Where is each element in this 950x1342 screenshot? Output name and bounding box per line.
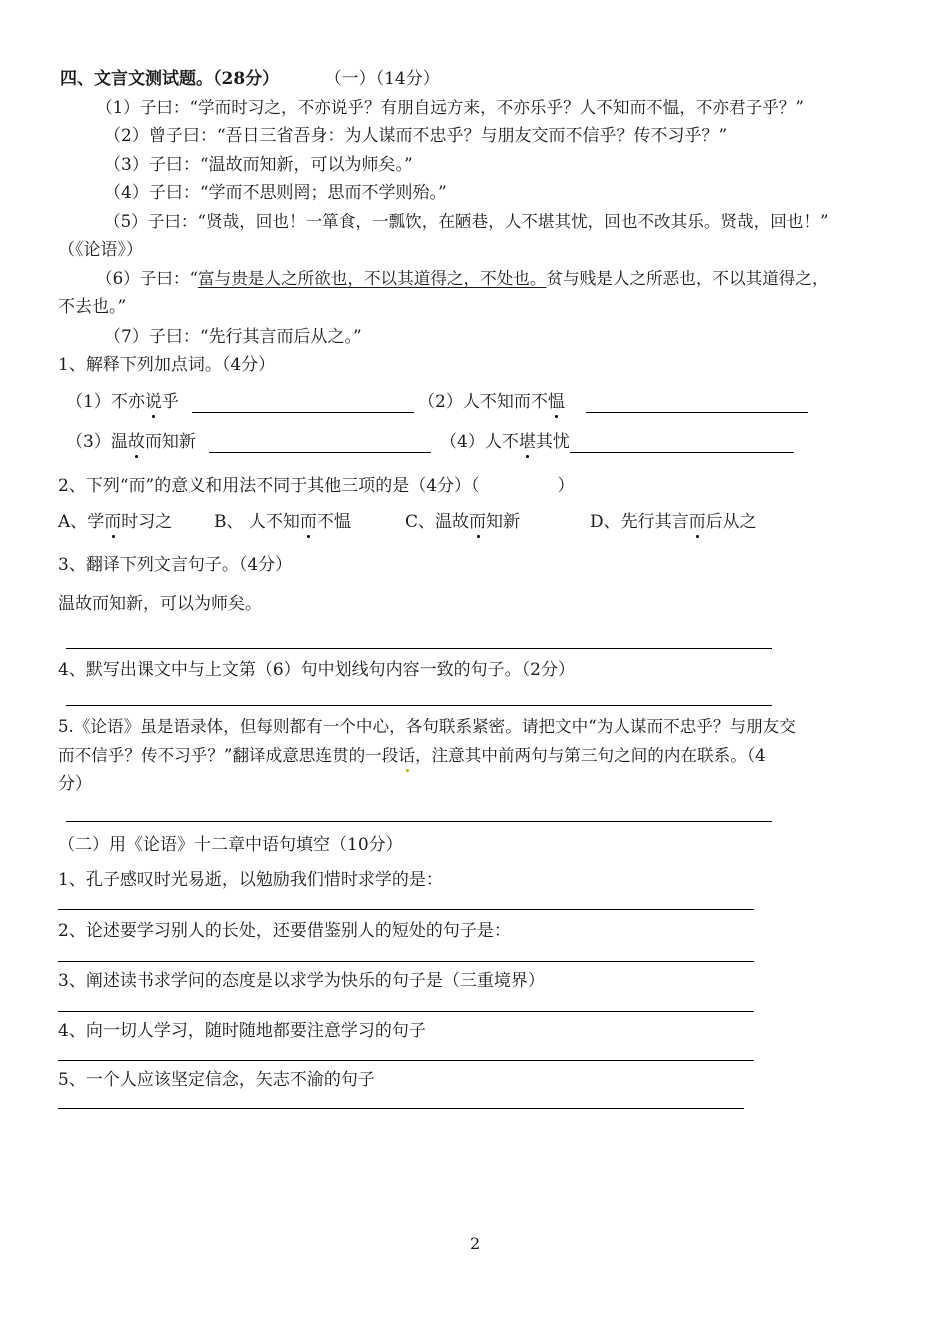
passage-7: （7）子曰：“先行其言而后从之。” [104, 327, 362, 347]
passage-6 [96, 268, 829, 290]
answer-blank[interactable] [192, 394, 414, 413]
dotted-word: 而 [299, 512, 317, 532]
part2-item-4: 4、向一切人学习，随时随地都要注意学习的句子 [58, 1021, 426, 1041]
dotted-word: 而 [104, 512, 122, 532]
dotted-word: 愠 [547, 392, 565, 412]
passage-6-cont: 不去也。” [58, 297, 127, 317]
q5-line-1: 5.《论语》虽是语录体，但每则都有一个中心，各句联系紧密。请把文中“为人谋而不忠乎？与朋友交 [58, 717, 796, 736]
passage-6-underlined: 富与贵是人之所欲也，不以其道得之，不处也。 [198, 269, 547, 288]
passage-2: （2）曾子曰：“吾日三省吾身：为人谋而不忠乎？与朋友交而不信乎？传不习乎？” [104, 126, 728, 146]
q1-item-3: （3）温故而知新 [66, 431, 431, 453]
q4-stem: 4、默写出课文中与上文第（6）句中划线句内容一致的句子。（2分） [58, 660, 575, 680]
q1-item-1: （1）不亦说乎 [66, 391, 414, 413]
answer-blank[interactable] [586, 394, 808, 413]
answer-line[interactable] [58, 1108, 744, 1109]
dotted-word: 而 [688, 512, 706, 532]
dotted-word: 话 [398, 746, 415, 765]
passage-3: （3）子曰：“温故而知新，可以为师矣。” [104, 155, 413, 175]
answer-line[interactable] [66, 705, 772, 706]
passage-6-rest: 贫与贱是人之所恶也，不以其道得之， [546, 269, 829, 288]
q2-stem: 2、下列“而”的意义和用法不同于其他三项的是（4分）（ ） [58, 476, 575, 496]
q1-item-4: （4）人不堪其忧 [440, 431, 794, 453]
answer-blank[interactable] [209, 434, 431, 453]
answer-line[interactable] [58, 909, 754, 910]
passage-4: （4）子曰：“学而不思则罔；思而不学则殆。” [104, 183, 447, 203]
passage-1: （1）子曰：“学而时习之，不亦说乎？有朋自远方来，不亦乐乎？人不知而不愠，不亦君子乎？” [96, 98, 804, 117]
answer-line[interactable] [58, 1011, 754, 1012]
q3-stem: 3、翻译下列文言句子。（4分） [58, 555, 293, 575]
passage-6-prefix: （6）子曰：“ [96, 269, 199, 288]
dotted-word: 堪 [518, 432, 536, 452]
q1-stem: 1、解释下列加点词。（4分） [58, 355, 276, 375]
q3-sentence: 温故而知新，可以为师矣。 [58, 594, 262, 614]
part2-title: （二）用《论语》十二章中语句填空（10分） [58, 835, 403, 855]
subpart-label: （一）（14分） [324, 69, 440, 89]
dotted-word: 而 [469, 512, 487, 532]
part2-item-5: 5、一个人应该坚定信念，矢志不渝的句子 [58, 1070, 375, 1090]
q2-option-a: A、学而时习之 [58, 512, 173, 532]
answer-line[interactable] [58, 1060, 754, 1061]
q2-option-b: B、 人不知而不愠 [214, 512, 351, 532]
passage-5: （5）子曰：“贤哉，回也！一箪食，一瓢饮，在陋巷，人不堪其忧，回也不改其乐。贤哉，回也！” [104, 212, 829, 231]
passage-5-source: （《论语》） [58, 240, 143, 260]
q2-option-d: D、先行其言而后从之 [590, 512, 757, 532]
q5-line-3: 分） [58, 774, 92, 794]
part2-item-2: 2、论述要学习别人的长处，还要借鉴别人的短处的句子是： [58, 921, 511, 941]
dotted-word: 说 [144, 392, 162, 412]
answer-line[interactable] [66, 648, 772, 649]
part2-item-3: 3、阐述读书求学问的态度是以求学为快乐的句子是（三重境界） [58, 971, 545, 991]
dotted-word: 故 [127, 432, 145, 452]
q1-item-2: （2）人不知而不愠 [418, 391, 808, 413]
page-number: 2 [470, 1234, 481, 1253]
section-header [60, 68, 440, 90]
answer-line[interactable] [66, 821, 772, 822]
answer-blank[interactable] [570, 434, 794, 453]
q2-option-c: C、温故而知新 [405, 512, 521, 532]
part2-item-1: 1、孔子感叹时光易逝，以勉励我们惜时求学的是： [58, 870, 443, 890]
answer-line[interactable] [58, 961, 754, 962]
section-title: 四、文言文测试题。（28分） [60, 69, 280, 89]
q5-line-2: 而不信乎？传不习乎？”翻译成意思连贯的一段话，注意其中前两句与第三句之间的内在联系。（4 [58, 746, 766, 765]
